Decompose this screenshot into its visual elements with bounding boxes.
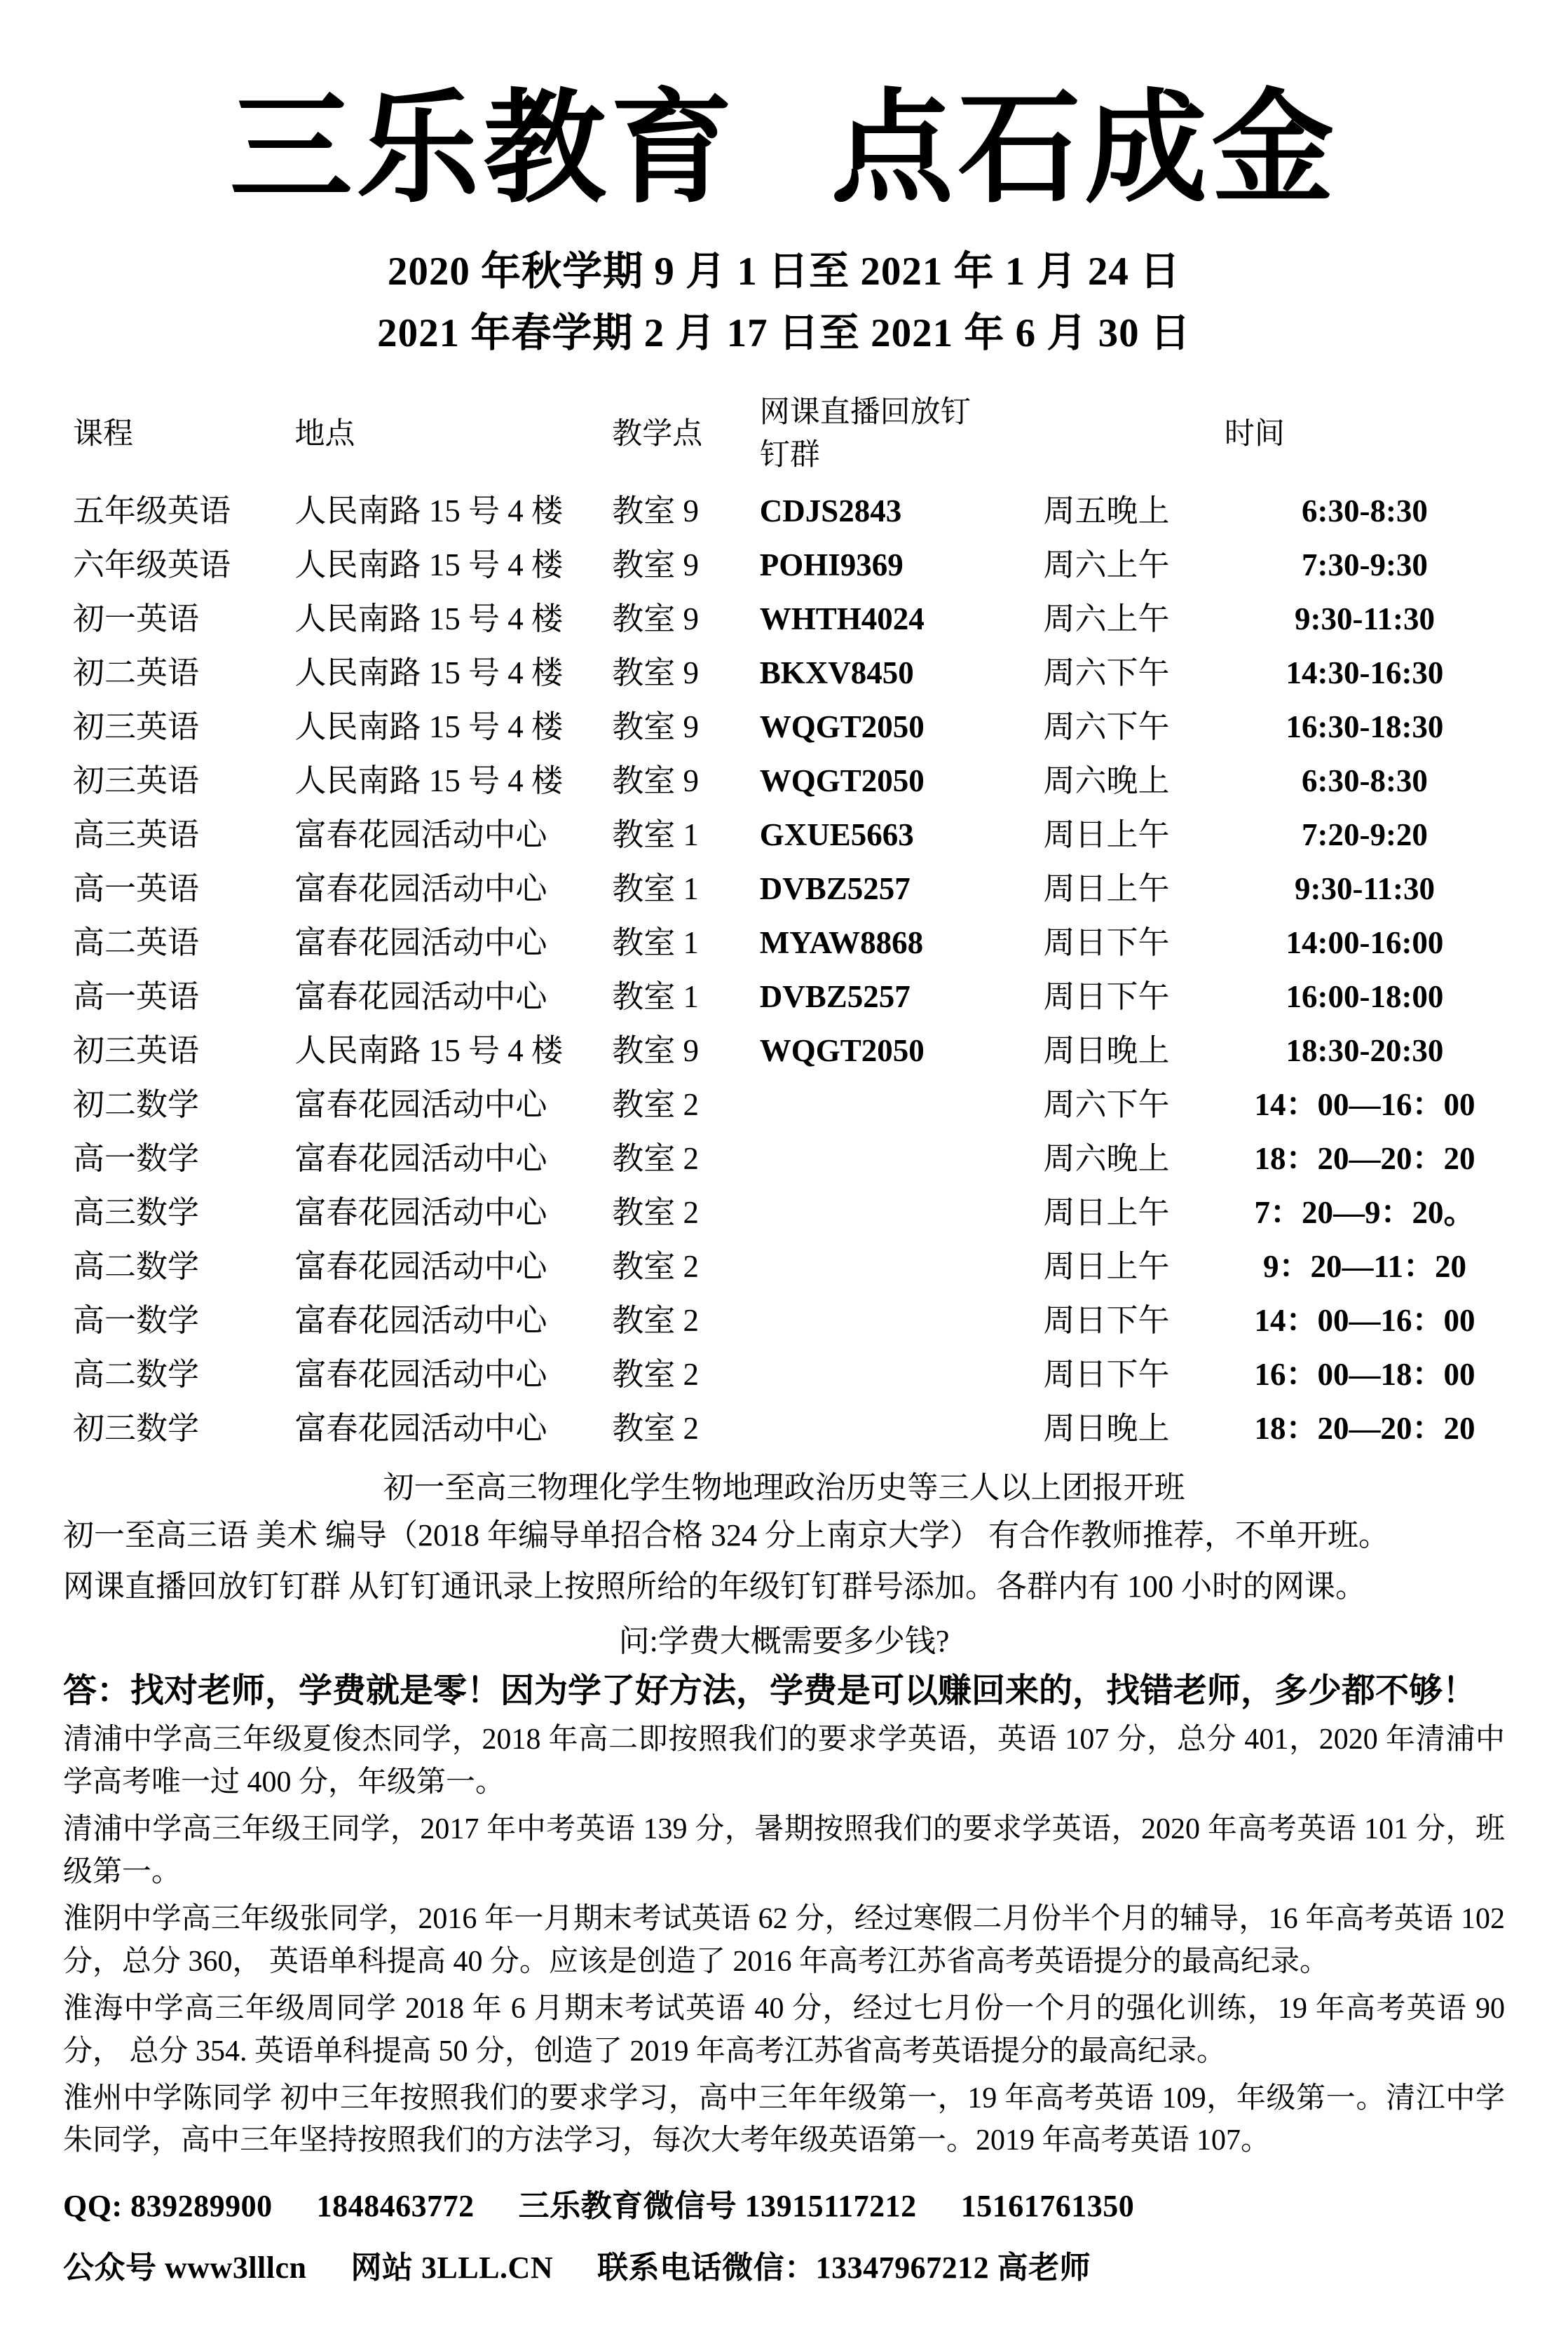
cell-place: 人民南路 15 号 4 楼 bbox=[294, 709, 564, 745]
cell-time: 7：20—9：20。 bbox=[1254, 1195, 1475, 1231]
cell-time: 16:00-18:00 bbox=[1286, 979, 1444, 1015]
cell-day: 周五晚上 bbox=[1043, 493, 1170, 529]
table-row bbox=[63, 751, 1505, 805]
cell-day: 周六下午 bbox=[1043, 1087, 1170, 1123]
cell-place: 富春花园活动中心 bbox=[294, 1195, 547, 1231]
cell-room: 教室 9 bbox=[612, 709, 699, 745]
contact-line-2 bbox=[63, 2242, 1505, 2287]
cell-place: 富春花园活动中心 bbox=[294, 1411, 547, 1447]
cell-place: 人民南路 15 号 4 楼 bbox=[294, 547, 564, 583]
cell-group: MYAW8868 bbox=[759, 925, 924, 961]
cell-time: 18：20—20：20 bbox=[1254, 1141, 1475, 1177]
testimonial-item: 清浦中学高三年级王同学，2017 年中考英语 139 分，暑期按照我们的要求学英语，2020 年高考英语 101 分，班级第一。 bbox=[63, 1813, 1505, 1889]
cell-time: 6:30-8:30 bbox=[1301, 493, 1428, 529]
cell-day: 周日晚上 bbox=[1043, 1033, 1170, 1069]
cell-group bbox=[760, 1236, 988, 1290]
testimonial-item: 淮州中学陈同学 初中三年按照我们的要求学习，高中三年年级第一，19 年高考英语 109，年级第一。清江中学朱同学，高中三年坚持按照我们的方法学习，每次大考年级英语第一。2019 年高考英语 107。 bbox=[63, 2082, 1505, 2157]
cell-day: 周六上午 bbox=[1043, 601, 1170, 637]
table-row bbox=[63, 805, 1505, 859]
cell-place: 人民南路 15 号 4 楼 bbox=[294, 493, 564, 529]
cell-room: 教室 9 bbox=[612, 763, 699, 799]
cell-group: POHI9369 bbox=[759, 547, 904, 583]
cell-room: 教室 1 bbox=[612, 925, 699, 961]
cell-day: 周六晚上 bbox=[1043, 763, 1170, 799]
table-row bbox=[63, 1344, 1505, 1398]
cell-time: 16:30-18:30 bbox=[1286, 709, 1444, 745]
cell-course: 高一数学 bbox=[73, 1303, 200, 1339]
contact-line-1 bbox=[63, 2180, 1505, 2225]
header-course: 课程 bbox=[73, 417, 133, 451]
cell-room: 教室 9 bbox=[612, 493, 699, 529]
table-row bbox=[63, 967, 1505, 1020]
cell-course: 初三英语 bbox=[73, 709, 200, 745]
cell-room: 教室 9 bbox=[612, 1033, 699, 1069]
cell-room: 教室 9 bbox=[612, 655, 699, 691]
cell-time: 14:30-16:30 bbox=[1286, 655, 1444, 691]
cell-time: 7:30-9:30 bbox=[1301, 547, 1428, 583]
cell-course: 高一英语 bbox=[73, 871, 200, 907]
header-day bbox=[988, 385, 1225, 481]
cell-room: 教室 2 bbox=[612, 1195, 699, 1231]
table-row bbox=[63, 1074, 1505, 1128]
cell-room: 教室 1 bbox=[612, 817, 699, 853]
table-row bbox=[63, 697, 1505, 751]
cell-day: 周日上午 bbox=[1043, 1195, 1170, 1231]
cell-group: WQGT2050 bbox=[759, 1033, 925, 1069]
cell-time: 9:30-11:30 bbox=[1294, 871, 1435, 907]
cell-course: 初三英语 bbox=[73, 763, 200, 799]
cell-group: GXUE5663 bbox=[759, 817, 914, 853]
cell-time: 18:30-20:30 bbox=[1286, 1033, 1444, 1069]
cell-time: 16：00—18：00 bbox=[1254, 1357, 1475, 1393]
table-row bbox=[63, 1182, 1505, 1236]
cell-group bbox=[760, 1398, 988, 1452]
cell-place: 人民南路 15 号 4 楼 bbox=[294, 763, 564, 799]
cell-group: DVBZ5257 bbox=[759, 871, 911, 907]
spring-term-dates: 2021 年春学期 2 月 17 日至 2021 年 6 月 30 日 bbox=[377, 311, 1191, 356]
cell-time: 14：00—16：00 bbox=[1254, 1303, 1475, 1339]
cell-time: 14:00-16:00 bbox=[1286, 925, 1444, 961]
cell-place: 人民南路 15 号 4 楼 bbox=[294, 601, 564, 637]
cell-group: DVBZ5257 bbox=[759, 979, 911, 1015]
cell-room: 教室 2 bbox=[612, 1087, 699, 1123]
cell-course: 高一英语 bbox=[73, 979, 200, 1015]
cell-place: 富春花园活动中心 bbox=[294, 979, 547, 1015]
testimonial-item: 清浦中学高三年级夏俊杰同学，2018 年高二即按照我们的要求学英语，英语 107 分，总分 401，2020 年清浦中学高考唯一过 400 分，年级第一。 bbox=[63, 1723, 1505, 1799]
cell-room: 教室 2 bbox=[612, 1141, 699, 1177]
header-room: 教学点 bbox=[612, 417, 703, 451]
cell-time: 14：00—16：00 bbox=[1254, 1087, 1475, 1123]
cell-course: 高二数学 bbox=[73, 1357, 200, 1393]
testimonial-item: 淮海中学高三年级周同学 2018 年 6 月期末考试英语 40 分，经过七月份一个月的强化训练，19 年高考英语 90 分， 总分 354. 英语单科提高 50 分，创造了 2019 年高考江苏省高考英语提分的最高纪录。 bbox=[63, 1992, 1505, 2068]
cell-course: 初一英语 bbox=[73, 601, 200, 637]
cell-day: 周日下午 bbox=[1043, 1357, 1170, 1393]
dingtalk-note: 网课直播回放钉钉群 从钉钉通讯录上按照所给的年级钉钉群号添加。各群内有 100 小时的网课。 bbox=[63, 1569, 1366, 1604]
table-row bbox=[63, 1020, 1505, 1074]
cell-room: 教室 1 bbox=[612, 871, 699, 907]
table-row bbox=[63, 481, 1505, 535]
table-row bbox=[63, 589, 1505, 643]
cell-day: 周六下午 bbox=[1043, 709, 1170, 745]
header-place: 地点 bbox=[294, 417, 355, 451]
cell-room: 教室 2 bbox=[612, 1357, 699, 1393]
table-row bbox=[63, 859, 1505, 913]
table-row bbox=[63, 1236, 1505, 1290]
faq-question: 问:学费大概需要多少钱? bbox=[618, 1624, 950, 1659]
cell-group bbox=[760, 1128, 988, 1182]
cell-day: 周日晚上 bbox=[1043, 1411, 1170, 1447]
cell-group: BKXV8450 bbox=[759, 655, 914, 691]
cell-place: 富春花园活动中心 bbox=[294, 817, 547, 853]
cell-course: 初三英语 bbox=[73, 1033, 200, 1069]
cell-course: 六年级英语 bbox=[73, 547, 231, 583]
cell-day: 周日下午 bbox=[1043, 979, 1170, 1015]
header-dingtalk-group: 网课直播回放钉钉群 bbox=[759, 396, 971, 472]
cell-time: 9：20—11：20 bbox=[1262, 1249, 1466, 1285]
table-row bbox=[63, 913, 1505, 967]
qq-secondary: 1848463772 bbox=[316, 2189, 475, 2224]
cell-day: 周日上午 bbox=[1043, 817, 1170, 853]
faq-answer: 答：找对老师，学费就是零！因为学了好方法，学费是可以赚回来的，找错老师，多少都不够！ bbox=[63, 1672, 1477, 1710]
cell-place: 富春花园活动中心 bbox=[294, 871, 547, 907]
wechat-primary: 三乐教育微信号 13915117212 bbox=[518, 2189, 917, 2224]
cell-time: 9:30-11:30 bbox=[1294, 601, 1435, 637]
testimonial-item: 淮阴中学高三年级张同学，2016 年一月期末考试英语 62 分，经过寒假二月份半个月的辅导，16 年高考英语 102 分，总分 360， 英语单科提高 40 分。应该是创造了 2016 年高考江苏省高考英语提分的最高纪录。 bbox=[63, 1902, 1505, 1978]
schedule-rows bbox=[63, 481, 1505, 1452]
website: 网站 3LLL.CN bbox=[350, 2251, 554, 2286]
cell-group bbox=[760, 1074, 988, 1128]
cell-time: 6:30-8:30 bbox=[1301, 763, 1428, 799]
table-row bbox=[63, 535, 1505, 589]
cell-group: CDJS2843 bbox=[759, 493, 902, 529]
cell-place: 富春花园活动中心 bbox=[294, 1141, 547, 1177]
cell-day: 周日上午 bbox=[1043, 1249, 1170, 1285]
cell-place: 富春花园活动中心 bbox=[294, 1087, 547, 1123]
cell-place: 富春花园活动中心 bbox=[294, 1357, 547, 1393]
cell-place: 富春花园活动中心 bbox=[294, 1303, 547, 1339]
cell-place: 富春花园活动中心 bbox=[294, 925, 547, 961]
cell-course: 初二英语 bbox=[73, 655, 200, 691]
autumn-term-dates: 2020 年秋学期 9 月 1 日至 2021 年 1 月 24 日 bbox=[387, 249, 1181, 294]
cell-room: 教室 2 bbox=[612, 1249, 699, 1285]
cell-day: 周六晚上 bbox=[1043, 1141, 1170, 1177]
table-row bbox=[63, 1290, 1505, 1344]
wechat-secondary: 15161761350 bbox=[960, 2189, 1135, 2224]
cell-course: 高三英语 bbox=[73, 817, 200, 853]
cell-room: 教室 9 bbox=[612, 601, 699, 637]
cell-day: 周日下午 bbox=[1043, 925, 1170, 961]
table-row bbox=[63, 1398, 1505, 1452]
cell-group bbox=[760, 1182, 988, 1236]
cell-group: WHTH4024 bbox=[759, 601, 925, 637]
cell-day: 周六下午 bbox=[1043, 655, 1170, 691]
cell-course: 高一数学 bbox=[73, 1141, 200, 1177]
cell-group: WQGT2050 bbox=[759, 709, 925, 745]
cell-room: 教室 2 bbox=[612, 1411, 699, 1447]
cell-place: 富春花园活动中心 bbox=[294, 1249, 547, 1285]
cell-course: 初二数学 bbox=[73, 1087, 200, 1123]
arts-note: 初一至高三语 美术 编导（2018 年编导单招合格 324 分上南京大学） 有合作教师推荐，不单开班。 bbox=[63, 1518, 1389, 1553]
table-row bbox=[63, 1128, 1505, 1182]
cell-room: 教室 9 bbox=[612, 547, 699, 583]
phone-wechat: 联系电话微信：13347967212 高老师 bbox=[597, 2251, 1091, 2286]
cell-course: 高三数学 bbox=[73, 1195, 200, 1231]
page-title: 三乐教育 点石成金 bbox=[229, 76, 1339, 220]
qq-primary: QQ: 839289900 bbox=[63, 2189, 273, 2224]
cell-place: 人民南路 15 号 4 楼 bbox=[294, 1033, 564, 1069]
cell-room: 教室 1 bbox=[612, 979, 699, 1015]
cell-day: 周日下午 bbox=[1043, 1303, 1170, 1339]
cell-day: 周六上午 bbox=[1043, 547, 1170, 583]
cell-room: 教室 2 bbox=[612, 1303, 699, 1339]
group-class-note: 初一至高三物理化学生物地理政治历史等三人以上团报开班 bbox=[383, 1470, 1185, 1505]
cell-course: 五年级英语 bbox=[73, 493, 231, 529]
cell-course: 高二英语 bbox=[73, 925, 200, 961]
cell-place: 人民南路 15 号 4 楼 bbox=[294, 655, 564, 691]
official-account: 公众号 www3lllcn bbox=[63, 2251, 307, 2286]
class-schedule-table bbox=[63, 385, 1505, 1452]
cell-time: 7:20-9:20 bbox=[1301, 817, 1428, 853]
cell-day: 周日上午 bbox=[1043, 871, 1170, 907]
cell-course: 高二数学 bbox=[73, 1249, 200, 1285]
table-header-row bbox=[63, 385, 1505, 481]
cell-group: WQGT2050 bbox=[759, 763, 925, 799]
header-time: 时间 bbox=[1224, 417, 1285, 451]
cell-group bbox=[760, 1344, 988, 1398]
table-row bbox=[63, 643, 1505, 697]
cell-group bbox=[760, 1290, 988, 1344]
cell-time: 18：20—20：20 bbox=[1254, 1411, 1475, 1447]
cell-course: 初三数学 bbox=[73, 1411, 200, 1447]
